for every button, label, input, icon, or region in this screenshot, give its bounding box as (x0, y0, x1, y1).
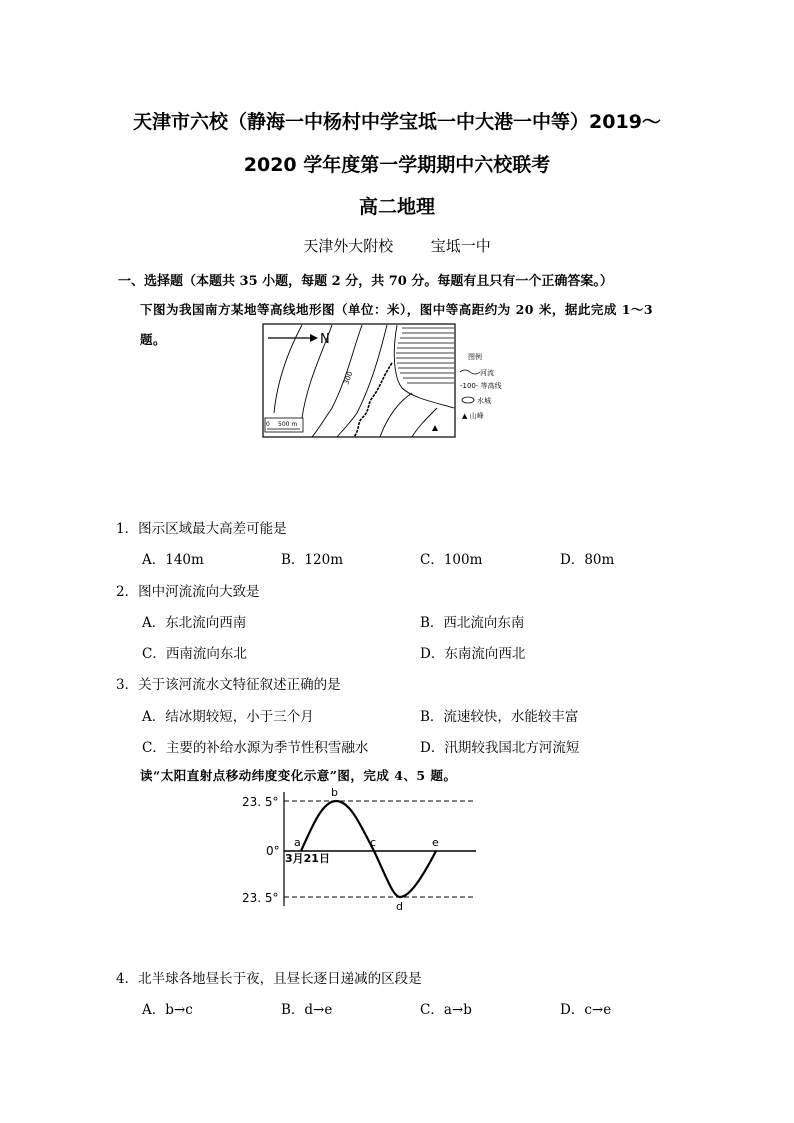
q3-option-c[interactable]: C．主要的补给水源为季节性积雪融水 (142, 740, 369, 756)
label-equator: 0° (266, 844, 280, 858)
contour-map (262, 323, 502, 441)
q2-option-b[interactable]: B．西北流向东南 (420, 615, 525, 631)
scale-label: 500 m (278, 421, 298, 428)
north-label: N (320, 332, 330, 347)
label-top: 23. 5° (242, 795, 279, 809)
question-1-stem: 1．图示区域最大高差可能是 (116, 521, 287, 537)
legend-peak: ▲ 山峰 (462, 412, 484, 420)
title-line-1: 天津市六校（静海一中杨村中学宝坻一中大港一中等）2019～ (133, 111, 661, 133)
question-4-stem: 4．北半球各地昼长于夜，且昼长逐日递减的区段是 (116, 971, 422, 987)
q2-option-c[interactable]: C．西南流向东北 (142, 646, 247, 662)
river-icon (460, 370, 480, 374)
sun-position-chart (238, 784, 483, 914)
scale-zero: 0 (266, 421, 270, 428)
school-line (0, 235, 794, 256)
q4-option-a[interactable]: A．b→c (142, 1002, 193, 1018)
map-intro-line1: 下图为我国南方某地等高线地形图（单位：米），图中等高距约为 20 米，据此完成 1～3 (140, 302, 654, 317)
legend-contour: -100- 等高线 (460, 382, 502, 390)
q1-option-c[interactable]: C．100m (420, 552, 483, 568)
title-line-2: 2020 学年度第一学期期中六校联考 (243, 154, 551, 176)
contour-label: 300 (342, 370, 355, 386)
point-c: c (370, 836, 377, 849)
point-d: d (396, 900, 403, 913)
subject-title: 高二地理 (358, 196, 435, 218)
q1-option-a[interactable]: A．140m (142, 552, 204, 568)
q3-option-b[interactable]: B．流速较快，水能较丰富 (420, 709, 579, 725)
point-e: e (432, 836, 439, 849)
reservoir-icon (462, 397, 474, 403)
question-2-stem: 2．图中河流流向大致是 (116, 584, 260, 600)
date-label: 3月21日 (285, 852, 330, 865)
q3-option-a[interactable]: A．结冰期较短，小于三个月 (142, 709, 314, 725)
q1-option-d[interactable]: D．80m (560, 552, 615, 568)
q2-option-d[interactable]: D．东南流向西北 (420, 646, 526, 662)
legend-reservoir: 水城 (477, 397, 491, 405)
q4-option-d[interactable]: D．c→e (560, 1002, 612, 1018)
legend-title: 图例 (468, 353, 482, 361)
q1-option-b[interactable]: B．120m (281, 552, 343, 568)
school-a: 天津外大附校 (303, 237, 394, 255)
map-intro-line2: 题。 (140, 332, 167, 347)
section-heading: 一、选择题（本题共 35 小题，每题 2 分，共 70 分。每题有且只有一个正确答案。） (118, 274, 613, 289)
point-b: b (331, 786, 338, 799)
label-bottom: 23. 5° (242, 891, 279, 905)
school-b: 宝坻一中 (430, 237, 491, 255)
q4-option-b[interactable]: B．d→e (281, 1002, 333, 1018)
q2-option-a[interactable]: A．东北流向西南 (142, 615, 247, 631)
legend-river: 河流 (480, 369, 494, 377)
point-a: a (294, 836, 301, 849)
sun-intro: 读“太阳直射点移动纬度变化示意”图，完成 4、5 题。 (140, 768, 457, 783)
q3-option-d[interactable]: D．汛期较我国北方河流短 (420, 740, 580, 756)
q4-option-c[interactable]: C．a→b (420, 1002, 472, 1018)
question-3-stem: 3．关于该河流水文特征叙述正确的是 (116, 677, 341, 693)
